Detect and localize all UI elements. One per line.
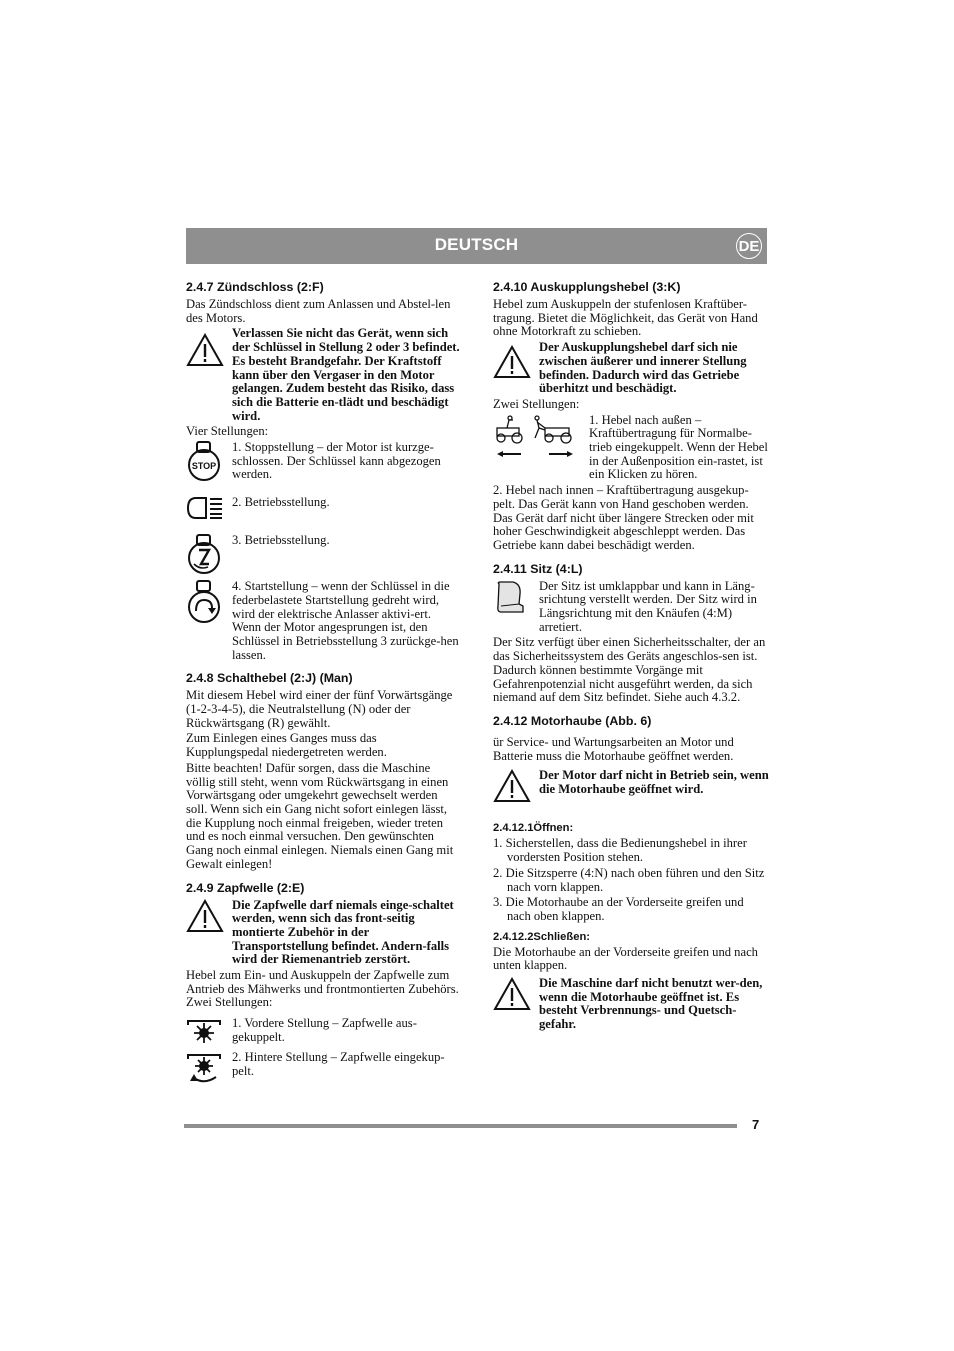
- warning-block: [493, 341, 769, 396]
- ignition-position-4: [186, 580, 462, 662]
- paragraph: Vier Stellungen:: [186, 424, 269, 439]
- headlight-icon: [186, 496, 224, 520]
- warning-text: Die Zapfwelle darf niemals einge-schaltet werden, wenn sich das front-seitig montierte Zubehör in der Transportstellung befindet. Andern-falls wird der Riemenantrieb zerstört.: [232, 897, 454, 967]
- paragraph: Der Sitz verfügt über einen Sicherheitsschalter, der an das Sicherheitssystem des Geräts angeschlos-sen ist. Dadurch können bestimmte Vorgänge mit Gefahrenpotenzial nicht ausgeführt werden, da sich niemand auf dem Sitz befindet. Siehe auch 4.3.2.: [493, 635, 766, 705]
- ignition-position-2: [186, 496, 462, 520]
- paragraph: ür Service- und Wartungsarbeiten an Motor und Batterie muss die Motorhaube geöffnet werden.: [493, 734, 734, 763]
- paragraph: Die Motorhaube an der Vorderseite greifen und nach unten klappen.: [493, 944, 758, 973]
- warning-triangle-icon: [493, 977, 531, 1011]
- pto-engaged-icon: [186, 1051, 222, 1085]
- tractor-drive-push-icon: [493, 414, 577, 460]
- section-heading-2-4-12: 2.4.12 Motorhaube (Abb. 6): [493, 713, 652, 728]
- paragraph: Hebel zum Ein- und Auskuppeln der Zapfwelle zum Antrieb des Mähwerks und frontmontierten Zubehörs. Zwei Stellungen:: [186, 968, 459, 1010]
- warning-triangle-icon: [186, 333, 224, 367]
- warning-block: [186, 327, 462, 423]
- open-steps-list: [493, 837, 769, 923]
- section-heading-2-4-8: 2.4.8 Schalthebel (2:J) (Man): [186, 671, 353, 686]
- stop-icon-label: STOP: [191, 461, 217, 472]
- position-text: 4. Startstellung – wenn der Schlüssel in die federbelastete Startstellung gedreht wird, wird der elektrische Anlasser aktivi-ert. Wenn der Motor angesprungen ist, den Schlüssel in Betriebsstellung 3 zurückge-hen lassen.: [232, 579, 459, 662]
- warning-text: Der Motor darf nicht in Betrieb sein, wenn die Motorhaube geöffnet wird.: [539, 768, 769, 797]
- start-rotation-icon: [186, 580, 222, 624]
- header-title: DEUTSCH: [434, 235, 519, 254]
- left-column: [186, 280, 462, 1087]
- position-text: 1. Stoppstellung – der Motor ist kurzge-schlossen. Der Schlüssel kann abgezogen werden.: [232, 440, 441, 482]
- list-item: 3. Die Motorhaube an der Vorderseite greifen und nach oben klappen.: [493, 895, 744, 923]
- warning-block: [493, 977, 769, 1032]
- position-text: 1. Hebel nach außen – Kraftübertragung für Normalbe-trieb eingekuppelt. Wenn der Hebel in der Außenposition ein-rastet, ist ein Klicken zu hören.: [589, 412, 768, 482]
- pto-position-2: [186, 1051, 462, 1085]
- language-header: [186, 228, 767, 264]
- section-heading-2-4-9: 2.4.9 Zapfwelle (2:E): [186, 880, 305, 895]
- paragraph: Hebel zum Auskuppeln der stufenlosen Kraftüber-tragung. Bietet die Möglichkeit, das Gerät von Hand ohne Motorkraft zu schieben.: [493, 297, 758, 339]
- language-badge: DE: [736, 233, 762, 259]
- pto-disengaged-icon: [186, 1017, 222, 1045]
- warning-block: [186, 899, 462, 968]
- section-heading-2-4-11: 2.4.11 Sitz (4:L): [493, 561, 583, 576]
- position-text: 2. Betriebsstellung.: [232, 495, 330, 510]
- position-text: 1. Vordere Stellung – Zapfwelle aus-gekuppelt.: [232, 1016, 417, 1044]
- position-text: 2. Hintere Stellung – Zapfwelle eingekup-pelt.: [232, 1050, 445, 1078]
- paragraph: Mit diesem Hebel wird einer der fünf Vorwärtsgänge (1-2-3-4-5), die Neutralstellung (N) oder der Rückwärtsgang (R) gewählt.: [186, 688, 453, 730]
- warning-block: [493, 769, 769, 803]
- warning-triangle-icon: [186, 899, 224, 933]
- paragraph: Zum Einlegen eines Ganges muss das Kupplungspedal niedergetreten werden.: [186, 731, 387, 760]
- paragraph: 2. Hebel nach innen – Kraftübertragung ausgekup-pelt. Das Gerät kann von Hand geschoben werden. Das Gerät darf nicht über längere Strecken oder mit hoher Geschwindigkeit abgeschleppt werden. Das Getriebe kann dabei beschädigt werden.: [493, 483, 754, 552]
- warning-text: Der Auskupplungshebel darf sich nie zwischen äußerer und innerer Stellung befinden. Dadurch wird das Getriebe überhitzt und beschädigt.: [539, 340, 747, 396]
- ignition-position-1: [186, 441, 462, 482]
- seat-block: [493, 580, 769, 635]
- warning-triangle-icon: [493, 345, 531, 379]
- glow-plug-icon: [186, 534, 222, 574]
- warning-text: Verlassen Sie nicht das Gerät, wenn sich der Schlüssel in Stellung 2 oder 3 befindet. Es besteht Brandgefahr. Der Kraftstoff kann über den Vergaser in den Motor gelangen. Zudem besteht das Risiko, dass sich die Batterie en-tlädt und beschädigt wird.: [232, 326, 460, 423]
- subsection-heading-close: 2.4.12.2Schließen:: [493, 930, 591, 943]
- section-heading-2-4-7: 2.4.7 Zündschloss (2:F): [186, 280, 324, 294]
- warning-text: Die Maschine darf nicht benutzt wer-den, wenn die Motorhaube geöffnet ist. Es besteht Verbrennungs- und Quetsch-gefahr.: [539, 976, 763, 1032]
- list-item: 2. Die Sitzsperre (4:N) nach oben führen und den Sitz nach vorn klappen.: [493, 865, 765, 894]
- paragraph: Das Zündschloss dient zum Anlassen und Abstel-len des Motors.: [186, 297, 451, 325]
- subsection-heading-open: 2.4.12.1Öffnen:: [493, 822, 574, 835]
- stop-icon: [186, 441, 222, 481]
- seat-text: Der Sitz ist umklappbar und kann in Läng-srichtung verstellt werden. Der Sitz wird in Längsrichtung mit den Knäufen (4:M) arretiert.: [539, 578, 757, 634]
- freewheel-position-1: [493, 414, 769, 483]
- warning-triangle-icon: [493, 769, 531, 803]
- section-heading-2-4-10: 2.4.10 Auskupplungshebel (3:K): [493, 280, 681, 294]
- right-column: [493, 280, 769, 1034]
- paragraph: Zwei Stellungen:: [493, 396, 580, 411]
- list-item: 1. Sicherstellen, dass die Bedienungshebel in ihrer vordersten Position stehen.: [493, 836, 747, 865]
- position-text: 3. Betriebsstellung.: [232, 533, 330, 548]
- pto-position-1: [186, 1017, 462, 1045]
- page-number: 7: [752, 1117, 760, 1132]
- footer-rule: [184, 1124, 737, 1128]
- seat-icon: [493, 580, 527, 616]
- ignition-position-3: [186, 534, 462, 574]
- paragraph: Bitte beachten! Dafür sorgen, dass die Maschine völlig still steht, wenn vom Rückwärtsgang in einen Vorwärtsgang oder umgekehrt gewechselt werden soll. Wenn sich ein Gang nicht sofort einlegen lässt, die Kupplung noch einmal freigeben, wieder treten und es noch einmal versuchen. Den gewünschten Gang noch einmal einlegen. Niemals einen Gang mit Gewalt einlegen!: [186, 760, 454, 871]
